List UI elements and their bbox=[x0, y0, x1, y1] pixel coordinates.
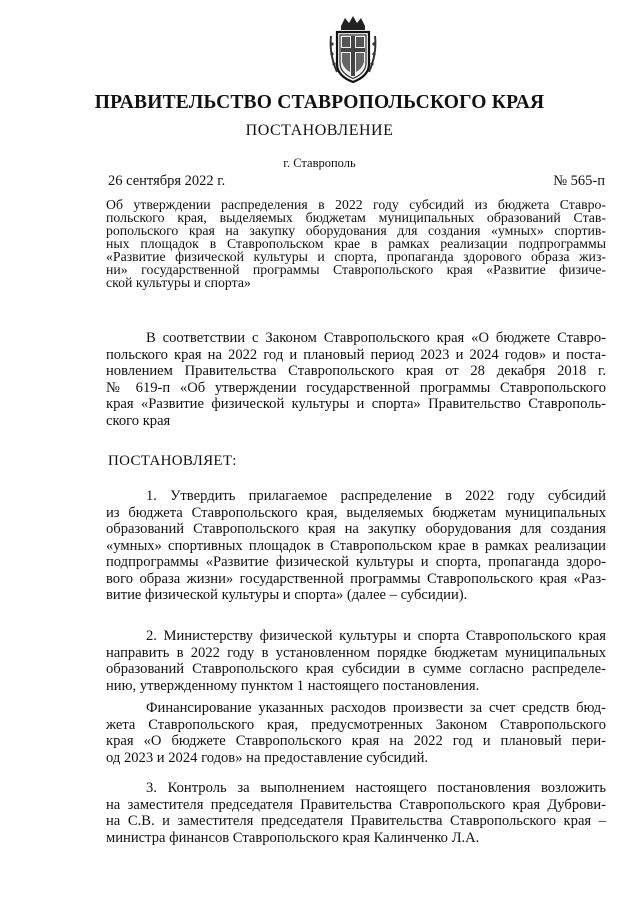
item-2-financing-paragraph bbox=[106, 700, 606, 766]
paragraph-line: «умных» спортивных площадок в Ставропольском крае в рамках реализации bbox=[106, 537, 606, 554]
paragraph-line: од 2023 и 2024 годов» на предоставление субсидий. bbox=[106, 749, 429, 766]
title-line: ропольского края на закупку оборудования для создания «умных» спортив- bbox=[106, 223, 606, 238]
paragraph-line: на заместителя председателя Правительства Ставропольского края Дуброви- bbox=[106, 796, 606, 813]
paragraph-line: направить в 2022 году в установленном порядке бюджетам муниципальных bbox=[106, 644, 606, 661]
title-line: ных площадок в Ставропольском крае в рамках реализации подпрограммы bbox=[106, 236, 606, 251]
paragraph-line: польского края на 2022 год и плановый период 2023 и 2024 годов» и поста- bbox=[106, 346, 606, 363]
paragraph-line: В соответствии с Законом Ставропольского края «О бюджете Ставро- bbox=[146, 330, 606, 346]
paragraph-line: жета Ставропольского края, предусмотренных Законом Ставропольского bbox=[106, 716, 606, 733]
city-label: г. Ставрополь bbox=[283, 156, 356, 170]
document-title bbox=[106, 198, 606, 289]
paragraph-line: № 619-п «Об утверждении государственной программы Ставропольского bbox=[106, 379, 606, 396]
paragraph-line: министра финансов Ставропольского края Калинченко Л.А. bbox=[106, 829, 480, 846]
item-1-paragraph bbox=[106, 488, 606, 604]
coat-of-arms-icon bbox=[327, 14, 379, 84]
paragraph-line: 1. Утвердить прилагаемое распределение в 2022 году субсидий bbox=[146, 488, 606, 504]
paragraph-line: ского края bbox=[106, 412, 171, 429]
paragraph-line: края «Развитие физической культуры и спорта» Правительство Ставрополь- bbox=[106, 396, 606, 412]
paragraph-line: вого образа жизни» государственной программы Ставропольского края «Раз- bbox=[106, 570, 606, 587]
document-date: 26 сентября 2022 г. bbox=[108, 173, 226, 189]
item-3-paragraph bbox=[106, 780, 606, 846]
paragraph-line: нию, утвержденному пунктом 1 настоящего постановления. bbox=[106, 677, 480, 694]
paragraph-line: подпрограммы «Развитие физической культуры и спорта, пропаганда здоро- bbox=[106, 554, 606, 570]
paragraph-line: витие физической культуры и спорта» (далее – субсидии). bbox=[106, 587, 468, 603]
document-type: ПОСТАНОВЛЕНИЕ bbox=[245, 122, 394, 139]
title-line: польского края, выделяемых бюджетам муниципальных образований Став- bbox=[106, 210, 606, 225]
paragraph-line: на С.В. и заместителя председателя Правительства Ставропольского края – bbox=[106, 813, 606, 829]
paragraph-line: образований Ставропольского края на закупку оборудования для создания bbox=[106, 521, 606, 537]
paragraph-line: края «О бюджете Ставропольского края на 2022 год и плановый пери- bbox=[106, 733, 606, 749]
paragraph-line: 2. Министерству физической культуры и спорта Ставропольского края bbox=[146, 628, 606, 644]
preamble-paragraph bbox=[106, 330, 606, 429]
decree-word: ПОСТАНОВЛЯЕТ: bbox=[108, 453, 237, 469]
title-line: ской культуры и спорта» bbox=[106, 275, 251, 290]
paragraph-line: образований Ставропольского края субсидии в сумме согласно распределе- bbox=[106, 661, 606, 677]
title-line: ни» государственной программы Ставропольского края «Развитие физиче- bbox=[106, 262, 606, 277]
item-2-paragraph bbox=[106, 628, 606, 694]
paragraph-line: из бюджета Ставропольского края, выделяемых бюджетам муниципальных bbox=[106, 504, 606, 521]
paragraph-line: 3. Контроль за выполнением настоящего постановления возложить bbox=[146, 780, 606, 796]
title-line: «Развитие физической культуры и спорта, пропаганда здорового образа жиз- bbox=[106, 249, 606, 264]
paragraph-line: новлением Правительства Ставропольского края от 28 декабря 2018 г. bbox=[106, 363, 606, 379]
title-line: Об утверждении распределения в 2022 году субсидий из бюджета Ставро- bbox=[106, 197, 606, 212]
document-number: № 565-п bbox=[553, 173, 605, 189]
paragraph-line: Финансирование указанных расходов произвести за счет средств бюд- bbox=[146, 700, 606, 716]
organization-title: ПРАВИТЕЛЬСТВО СТАВРОПОЛЬСКОГО КРАЯ bbox=[94, 92, 545, 113]
